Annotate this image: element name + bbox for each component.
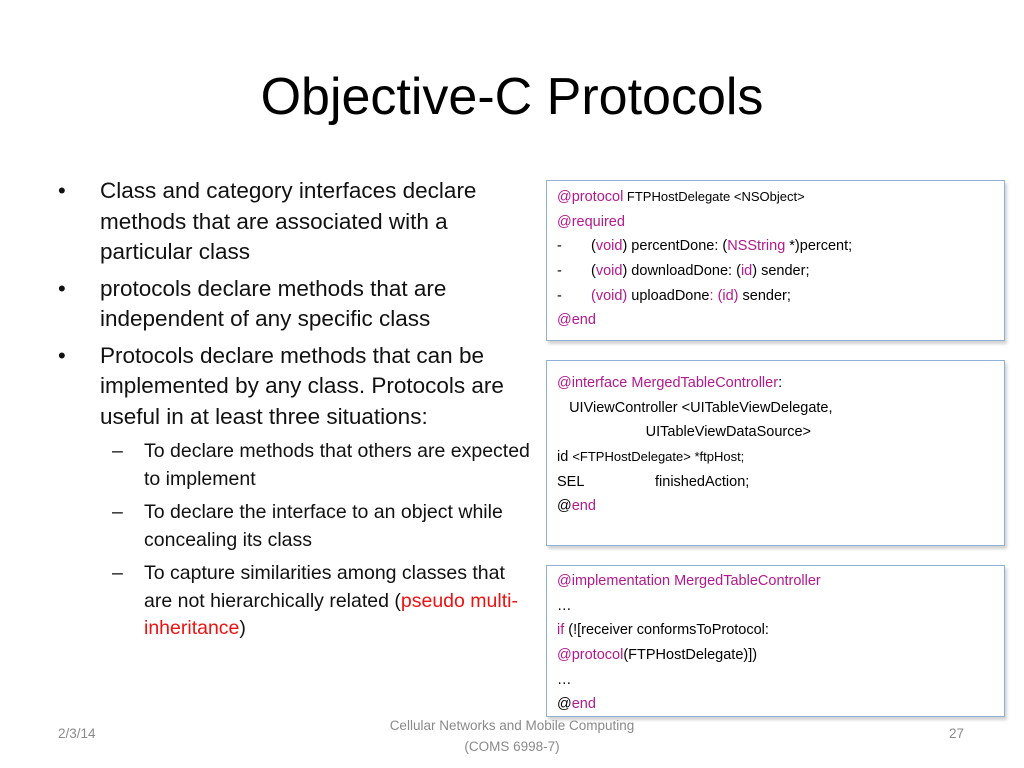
bullet-item — [58, 274, 536, 335]
code-keyword: end — [571, 498, 596, 515]
code-line — [557, 618, 994, 643]
code-keyword: @implementation MergedTableController — [557, 573, 821, 589]
code-text: <FTPHostDelegate> *ftpHost; — [572, 449, 745, 465]
interface-code-box — [546, 360, 1005, 546]
code-text: finishedAction; — [655, 473, 750, 490]
code-keyword: end — [571, 696, 596, 713]
code-text: ( — [591, 238, 596, 255]
code-line — [557, 692, 994, 717]
code-line — [557, 371, 994, 396]
sub-bullet-text: To declare methods that others are expected to implement — [144, 440, 530, 490]
code-keyword: @interface MergedTableController — [557, 375, 779, 391]
code-text: ( — [591, 263, 596, 280]
code-line: UITableViewDataSource> — [557, 424, 811, 441]
code-text: @ — [557, 696, 572, 713]
sub-bullet-item — [112, 560, 536, 643]
bullet-text: Class and category interfaces declare methods that are associated with a particular class — [100, 178, 477, 264]
code-text: ) downloadDone: ( — [622, 263, 741, 280]
code-text: uploadDone — [627, 287, 710, 304]
code-keyword: id — [740, 263, 753, 280]
code-keyword: NSString — [727, 238, 786, 255]
footer-course-line2: (COMS 6998-7) — [464, 739, 560, 754]
highlight-text: pseudo multi-inheritance — [144, 589, 518, 639]
footer-course — [350, 715, 674, 757]
sub-bullet-text — [144, 560, 536, 643]
code-text: *)percent; — [785, 238, 853, 255]
code-keyword: if — [557, 622, 565, 639]
code-text: @ — [557, 498, 572, 515]
code-text: sender; — [738, 287, 791, 304]
sub-bullet-text: To declare the interface to an object while concealing its class — [144, 501, 503, 551]
code-line: … — [557, 597, 572, 614]
bullet-text: Protocols declare methods that can be implemented by any class. Protocols are useful in at least three situations: — [100, 342, 504, 429]
code-text: ) percentDone: ( — [622, 238, 728, 255]
bullet-mark: • — [58, 342, 66, 368]
footer-date: 2/3/14 — [58, 726, 96, 741]
bullet-list — [58, 176, 536, 649]
implementation-code-box — [546, 565, 1005, 717]
sub-bullet-text-start: To capture similarities among classes that are not hierarchically related ( — [144, 562, 505, 612]
code-line: UIViewController <UITableViewDelegate, — [557, 399, 833, 416]
code-line — [557, 569, 994, 594]
bullet-item — [58, 341, 536, 433]
code-line — [557, 259, 994, 284]
code-text: (![receiver conformsToProtocol: — [564, 622, 769, 639]
code-keyword: : (id) — [709, 287, 739, 304]
slide-number: 27 — [948, 726, 964, 741]
bullet-mark: • — [58, 178, 66, 203]
code-line: … — [557, 671, 572, 688]
code-line — [557, 308, 994, 333]
code-line — [557, 494, 994, 519]
code-keyword: @protocol — [557, 647, 624, 664]
protocol-code-box — [546, 180, 1005, 341]
code-dash: - — [557, 238, 562, 255]
sub-bullet-mark: – — [112, 440, 123, 462]
sub-bullet-mark: – — [112, 562, 123, 584]
slide-title: Objective-C Protocols — [260, 68, 764, 126]
bullet-text: protocols declare methods that are independent of any specific class — [100, 275, 447, 331]
code-line — [557, 284, 994, 309]
code-keyword: void — [595, 238, 623, 255]
code-line — [557, 470, 994, 495]
code-dash: - — [557, 263, 562, 280]
code-text: id — [557, 449, 573, 466]
footer-course-line1: Cellular Networks and Mobile Computing — [389, 718, 635, 733]
bullet-mark: • — [58, 275, 66, 301]
code-keyword: @protocol — [557, 189, 624, 205]
code-keyword: (void) — [591, 287, 628, 304]
code-line — [557, 234, 994, 259]
code-line — [557, 210, 994, 235]
bullet-item — [58, 176, 536, 268]
code-keyword: void — [595, 263, 623, 280]
code-line — [557, 445, 994, 470]
code-keyword: @required — [557, 213, 625, 230]
code-line — [557, 185, 994, 210]
code-text: : — [778, 375, 783, 391]
sub-bullet-item — [112, 438, 536, 493]
code-text: FTPHostDelegate <NSObject> — [623, 189, 805, 204]
code-text: SEL — [557, 473, 585, 490]
sub-bullet-mark: – — [112, 501, 123, 523]
code-line — [557, 643, 994, 668]
code-text: ) sender; — [752, 263, 810, 280]
sub-bullet-text-end: ) — [239, 617, 246, 639]
code-text: (FTPHostDelegate)]) — [623, 647, 758, 664]
code-keyword: @end — [557, 312, 596, 329]
sub-bullet-item — [112, 499, 536, 554]
code-dash: - — [557, 287, 562, 304]
